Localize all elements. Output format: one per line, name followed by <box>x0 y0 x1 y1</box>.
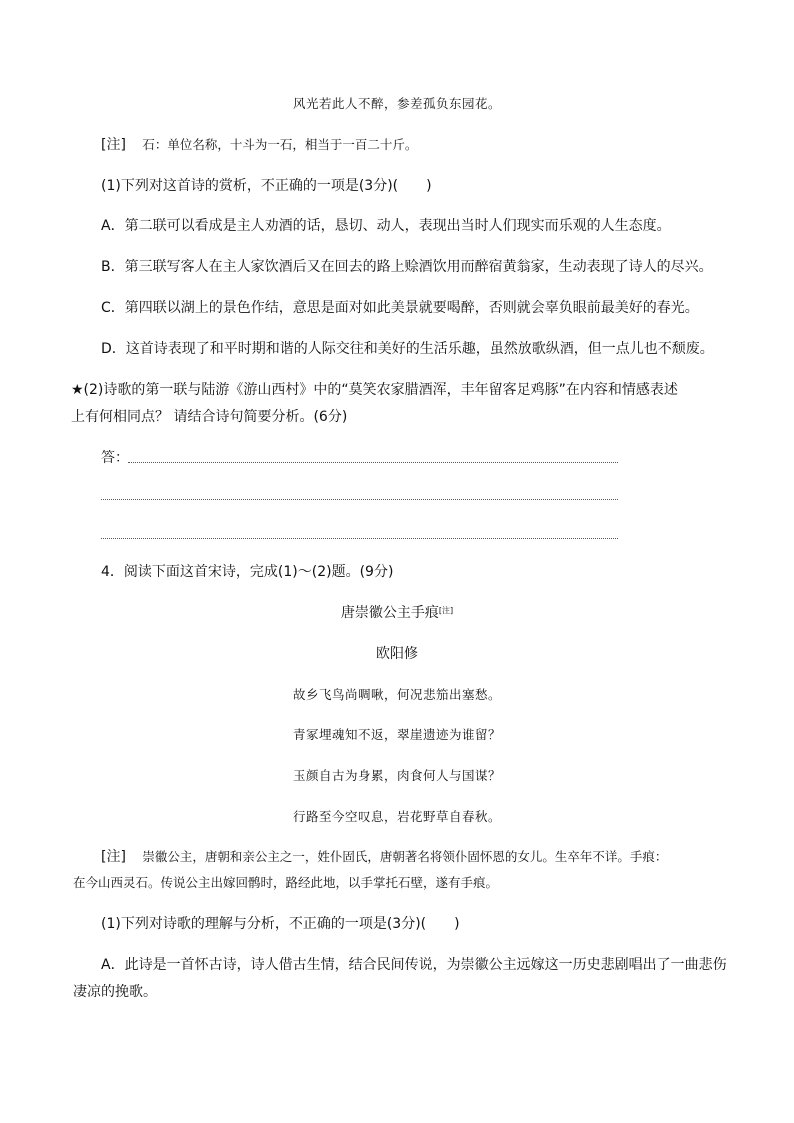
question-3: (1)下列对诗歌的理解与分析，不正确的一项是(3分)( ) <box>101 916 460 932</box>
question-2-line1: ★(2)诗歌的第一联与陆游《游山西村》中的“莫笑农家腊酒浑，丰年留客足鸡豚”在内容和情感表述 <box>71 382 678 398</box>
poem2-line-4: 行路至今空叹息，岩花野草自春秋。 <box>292 809 501 824</box>
note1-text: 石：单位名称，十斗为一石，相当于一百二十斤。 <box>142 137 418 152</box>
q1-option-d: D．这首诗表现了和平时期和谐的人际交往和美好的生活乐趣，虽然放歌纵酒，但一点儿也不颓废。 <box>101 341 714 357</box>
answer-line-2[interactable] <box>101 499 618 500</box>
q3-option-a-line2: 凄凉的挽歌。 <box>73 984 157 1000</box>
poem2-title-block <box>0 604 794 622</box>
poem2-line-3: 玉颜自古为身累，肉食何人与国谋？ <box>292 768 501 783</box>
poem2-title: 唐崇徽公主手痕 <box>340 605 439 621</box>
poem1-last-line: 风光若此人不醉，参差孤负东园花。 <box>292 96 501 111</box>
q1-option-b: B．第三联写客人在主人家饮酒后又在回去的路上赊酒饮用而醉宿黄翁家，生动表现了诗人的尽兴。 <box>101 259 713 275</box>
note1-label: [注] <box>101 137 126 153</box>
note1 <box>101 136 417 154</box>
answer-line-3[interactable] <box>101 538 618 539</box>
note2-text-1: 崇徽公主，唐朝和亲公主之一，姓仆固氏，唐朝著名将领仆固怀恩的女儿。生卒年不详。手痕： <box>142 849 668 864</box>
note2-line1 <box>101 848 667 866</box>
poem2-line-1: 故乡飞鸟尚啁啾，何况悲笳出塞愁。 <box>292 687 501 702</box>
q3-option-a-line1: A．此诗是一首怀古诗，诗人借古生情，结合民间传说，为崇徽公主远嫁这一历史悲剧唱出了一曲悲伤 <box>101 957 727 973</box>
q1-option-c: C．第四联以湖上的景色作结，意思是面对如此美景就要喝醉，否则就会辜负眼前最美好的春光。 <box>101 300 699 316</box>
answer-label: 答： <box>101 450 129 466</box>
note2-label: [注] <box>101 849 126 865</box>
section-4-heading: 4．阅读下面这首宋诗，完成(1)～(2)题。(9分) <box>101 564 394 580</box>
question-2-line2: 上有何相同点？ 请结合诗句简要分析。(6分) <box>71 409 348 425</box>
q1-option-a: A．第二联可以看成是主人劝酒的话，恳切、动人，表现出当时人们现实而乐观的人生态度。 <box>101 218 671 234</box>
poem2-author: 欧阳修 <box>376 646 418 662</box>
question-1: (1)下列对这首诗的赏析，不正确的一项是(3分)( ) <box>101 178 432 194</box>
answer-line-1[interactable] <box>128 462 618 463</box>
poem2-title-note: [注] <box>438 606 454 615</box>
poem2-line-2: 青冢埋魂知不返，翠崖遗迹为谁留？ <box>292 727 501 742</box>
note2-text-2: 在今山西灵石。传说公主出嫁回鹘时，路经此地，以手掌托石壁，遂有手痕。 <box>73 875 499 890</box>
